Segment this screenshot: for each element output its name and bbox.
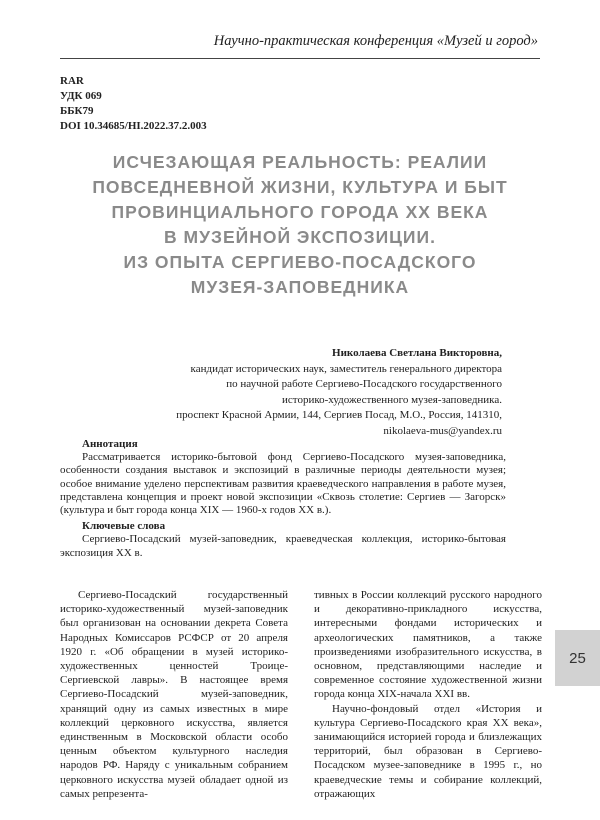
classification-codes bbox=[60, 74, 207, 134]
body-text bbox=[60, 588, 542, 801]
annotation-title: Аннотация bbox=[82, 438, 138, 450]
article-title bbox=[60, 150, 540, 300]
code-doi[interactable]: DOI 10.34685/HI.2022.37.2.003 bbox=[60, 120, 207, 132]
title-line: МУЗЕЯ-ЗАПОВЕДНИКА bbox=[190, 277, 410, 297]
title-line: ИСЧЕЗАЮЩАЯ РЕАЛЬНОСТЬ: РЕАЛИИ bbox=[112, 152, 488, 172]
author-position: по научной работе Сергиево-Посадского государственного bbox=[226, 378, 502, 390]
paragraph: тивных в России коллекций русского народного и декоративно-прикладного искусства, интересными фондами исторических и археологических памятников, а также произведениями изобразительного искусства, в основном, представляющими наследие и современное состояние художественной жизни города конца XIX-начала XXI вв. bbox=[314, 589, 542, 701]
author-block bbox=[176, 346, 502, 439]
author-email[interactable]: nikolaeva-mus@yandex.ru bbox=[383, 424, 502, 437]
code-udk: УДК 069 bbox=[60, 90, 102, 102]
annotation-block bbox=[60, 438, 506, 560]
title-line: ПОВСЕДНЕВНОЙ ЖИЗНИ, КУЛЬТУРА И БЫТ bbox=[92, 177, 508, 197]
annotation-text: Рассматривается историко-бытовой фонд Сергиево-Посадского музея-заповедника, особенности создания выставок и экспозиций в различные периоды деятельности музея; особое внимание уделено перспективам развития краеведческого направления в работе музея, представлена концепция и проект новой экспозиции «Сквозь столетие: Сергиев — Загорск» (культура и быт города конца XIX — 1960-х годов XX в.). bbox=[60, 451, 506, 517]
author-position: кандидат исторических наук, заместитель генерального директора bbox=[190, 362, 502, 375]
title-line: ИЗ ОПЫТА СЕРГИЕВО-ПОСАДСКОГО bbox=[123, 252, 477, 272]
title-line: В МУЗЕЙНОЙ ЭКСПОЗИЦИИ. bbox=[164, 227, 436, 247]
code-rar: RAR bbox=[60, 75, 84, 87]
paragraph: Сергиево-Посадский государственный историко-художественный музей-заповедник был организован на основании декрета Совета Народных Комиссаров РСФСР от 20 апреля 1920 г. «Об обращении в музей историко-художественных ценностей Троице-Сергиевской лавры». В настоящее время Сергиево-Посадский музей-заповедник, хранящий одну из самых известных в мире коллекций церковного искусства, является единственным в Московской области особо ценным объектом культурного наследия народов РФ. Наряду с уникальным собранием церковного искусства музей обладает одной из самых репрезента- bbox=[60, 589, 288, 800]
keywords-title: Ключевые слова bbox=[82, 520, 166, 533]
keywords-text: Сергиево-Посадский музей-заповедник, краеведческая коллекция, историко-бытовая экспозиция XX в. bbox=[60, 533, 506, 559]
page-number-tab bbox=[555, 630, 600, 686]
author-name: Николаева Светлана Викторовна, bbox=[332, 347, 502, 359]
author-position: историко-художественного музея-заповедника. bbox=[282, 393, 502, 406]
column-right bbox=[314, 588, 542, 801]
running-header: Научно-практическая конференция «Музей и город» bbox=[213, 33, 538, 49]
page-number: 25 bbox=[569, 649, 586, 667]
code-bbk: ББК79 bbox=[60, 105, 94, 117]
header-rule bbox=[60, 58, 540, 59]
column-left bbox=[60, 588, 288, 801]
author-address: проспект Красной Армии, 144, Сергиев Посад, М.О., Россия, 141310, bbox=[176, 409, 502, 421]
paragraph: Научно-фондовый отдел «История и культура Сергиево-Посадского края XX века», занимающийся историей города и близлежащих территорий, был образован в Сергиево-Посадском музее-заповеднике в 1995 г., но краеведческие темы и собирание коллекций, отражающих bbox=[314, 702, 542, 800]
title-line: ПРОВИНЦИАЛЬНОГО ГОРОДА XX ВЕКА bbox=[111, 202, 489, 222]
